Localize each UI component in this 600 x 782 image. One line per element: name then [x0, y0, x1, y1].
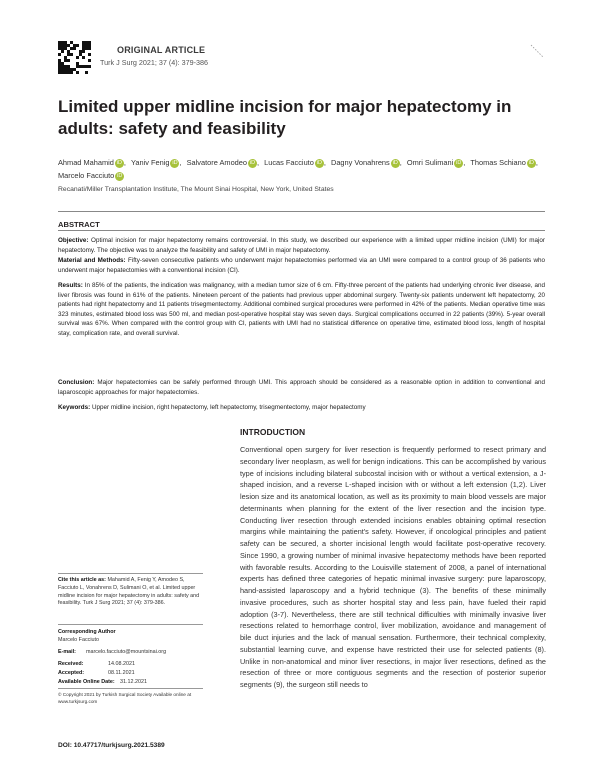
divider: [58, 211, 545, 212]
abstract-results: Results: In 85% of the patients, the indication was malignancy, with a median tumor size of 6 cm. Fifty-three percent of the patients had underlying chronic liver disease, and liver fibrosis was found in 61% of the patients. Nineteen percent of the patients had previous upper abdominal surgery. Twenty-six patients underwent left hepatectomy, 20 patients had right hepatectomy and 11 patients trisegmentectomy. Additional combined surgical procedures were performed in 42% of the patients. Median operative time was 323 minutes, estimated blood loss was 500 ml, and median post-operative hospital stay was seven days. Surgical complications occurred in 22 patients (39%). 5-year overall survival was 67%. When compared with the control group with CI, patients with UMI had no statistical difference on operative time, estimated blood loss, length of hospital stay, complication rate, and overall survival.: [58, 282, 546, 337]
qr-module: [70, 71, 73, 74]
doi[interactable]: DOI: 10.47717/turkjsurg.2021.5389: [58, 742, 165, 749]
qr-module: [82, 56, 85, 59]
qr-module: [70, 53, 73, 56]
qr-module: [88, 47, 91, 50]
divider: [58, 573, 203, 574]
qr-module: [88, 65, 91, 68]
author: Salvatore Amodeo iD ,: [186, 158, 260, 167]
author: Marcelo Facciuto iD: [58, 171, 123, 180]
cite-as: Cite this article as: Mahamid A, Fenig Y, Amodeo S, Facciuto L, Vonahrens D, Sulimani O, et al. Limited upper midline incision for major hepatectomy in adults: safety and feasibility. Turk J Surg 2021; 37 (4): 379-386.: [58, 577, 200, 607]
affiliation: Recanati/Miller Transplantation Institute, The Mount Sinai Hospital, New York, United States: [58, 186, 334, 193]
orcid-icon[interactable]: iD: [392, 159, 398, 166]
article-type: ORIGINAL ARTICLE: [117, 45, 206, 55]
email-link[interactable]: marcelo.facciuto@mountsinai.org: [86, 649, 167, 655]
corresponding-author-label: Corresponding Author: [58, 629, 116, 635]
qr-module: [85, 71, 88, 74]
copyright-notice: © Copyright 2021 by Turkish Surgical Society Available online at www.turkjsurg.com: [58, 692, 192, 704]
qr-module: [76, 71, 79, 74]
qr-module: [73, 47, 76, 50]
abstract-methods: Material and Methods: Fifty-seven consecutive patients who underwent major hepatectomies performed via an UMI were compared to a control group of 36 patients who underwent major hepatectomies with a conventional incision (CI).: [58, 257, 546, 274]
introduction-text: Conventional open surgery for liver resection is frequently performed to resect primary and secondary liver neoplasm, as well for benign indications. This can be accomplished by various type of incisions including bilateral subcostal incision with or without a vertical extension, a J-shaped incision, and a reverse L-shaped incision with or without a left extension (1,2). Liver lesion size and its anatomical location, as well as its proximity to main blood vessels are major determinants when planning for the extent of the liver resection and the incision type. Conducting liver resection through extended incisions enables obtaining optimal resection margins while maintaining the patient's safety. However, if oncological principles and patient safety can be secured, a shorter incisional length would facilitate post-operative recovery. Since 1990, a growing number of minimal invasive hepatectomy methods have been reported with favorable results. According to the Louisville statement of 2008, a panel of international experts has defined three categories of hepatic minimal invasive surgery: pure laparoscopy, hand-assisted laparoscopy and a hybrid technique (3). The benefits of these minimally invasive procedures, such as shorter hospital stay and less pain, have fueled their rapid adoption (3-7). Nevertheless, there are still technical difficulties with minimally invasive liver resections related to hemorrhage control, liver mobilization, avoidance and management of bile duct injuries and the lack of manual sensation. Furthermore, their technical complexity, substantial learning curve, and expense have restricted their use for selected patients (8). Unlike in non-anatomical and minor liver resections, in major liver resections, defined as the resection of three or more contiguous segments and the resection of posterior superior segments (9), the surgeon still needs to: [240, 445, 546, 689]
author: Omri Sulimani iD ,: [406, 158, 466, 167]
qr-module: [88, 59, 91, 62]
qr-module: [67, 59, 70, 62]
abstract-objective: Objective: Optimal incision for major hepatectomy remains controversial. In this study, we described our experience with a limited upper midline incision (UMI) for major hepatectomy. The objective was to analyze the feasibility and safety of UMI in major hepatectomy.: [58, 237, 546, 254]
qr-module: [76, 44, 79, 47]
qr-module: [61, 50, 64, 53]
author: Dagny Vonahrens iD ,: [330, 158, 402, 167]
orcid-icon[interactable]: iD: [116, 159, 122, 166]
qr-module: [76, 56, 79, 59]
email-row: E-mail: marcelo.facciuto@mountsinai.org: [58, 649, 167, 655]
orcid-icon[interactable]: iD: [117, 172, 123, 179]
divider: [58, 624, 203, 625]
author-list: [58, 156, 548, 182]
author: Lucas Facciuto iD ,: [264, 158, 326, 167]
online-date-row: Available Online Date: 31.12.2021: [58, 679, 147, 685]
page-corner-mark: [530, 44, 544, 58]
author: Yaniv Fenig iD ,: [131, 158, 182, 167]
abstract-keywords: Keywords: Upper midline incision, right hepatectomy, left hepatectomy, trisegmentectomy, major hepatectomy: [58, 404, 366, 411]
orcid-icon[interactable]: iD: [528, 159, 534, 166]
corresponding-author-name: Marcelo Facciuto: [58, 637, 100, 643]
abstract-heading: ABSTRACT: [58, 220, 100, 229]
abstract-conclusion: Conclusion: Major hepatectomies can be safely performed through UMI. This approach should be considered as a reasonable option in addition to conventional and laparoscopic approaches for major hepatectomies.: [58, 379, 546, 396]
orcid-icon[interactable]: iD: [249, 159, 256, 166]
journal-citation: Turk J Surg 2021; 37 (4): 379-386: [100, 58, 209, 67]
divider: [58, 688, 203, 689]
qr-code: [58, 41, 91, 74]
qr-module: [88, 53, 91, 56]
orcid-icon[interactable]: iD: [316, 159, 322, 166]
orcid-icon[interactable]: iD: [456, 159, 462, 166]
qr-module: [58, 53, 61, 56]
qr-module: [82, 50, 85, 53]
author: Ahmad Mahamid iD ,: [58, 158, 126, 167]
accepted-row: Accepted: 08.11.2021: [58, 670, 135, 676]
orcid-icon[interactable]: iD: [172, 159, 178, 166]
article-title: Limited upper midline incision for major hepatectomy in adults: safety and feasibility: [58, 97, 512, 138]
author: Thomas Schiano iD ,: [470, 158, 538, 167]
divider: [58, 230, 545, 231]
received-row: Received: 14.08.2021: [58, 661, 135, 667]
introduction-heading: INTRODUCTION: [240, 427, 306, 437]
